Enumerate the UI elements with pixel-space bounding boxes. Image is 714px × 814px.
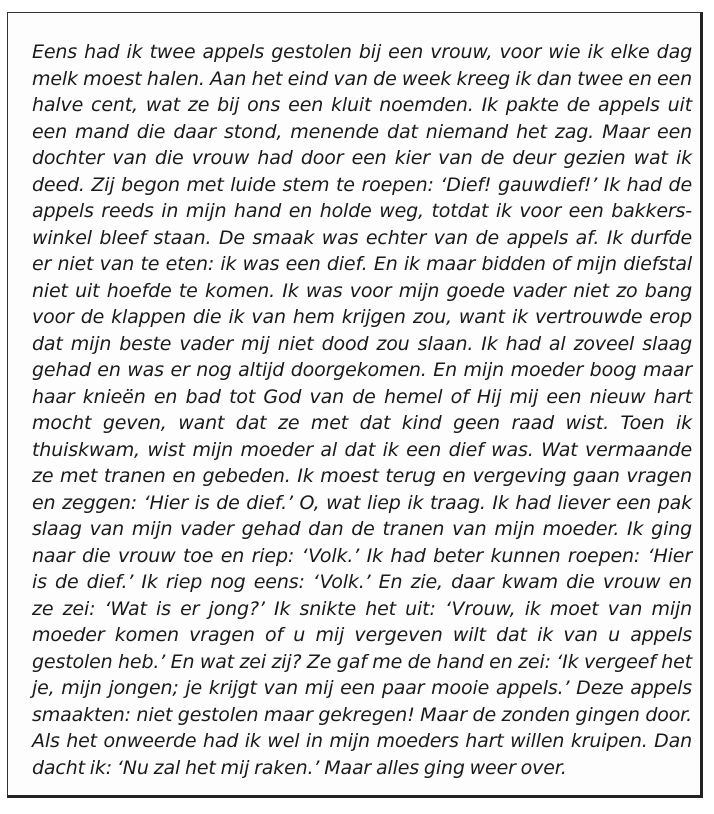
- text-line: thuiskwam, wist mijn moeder al dat ik een dief was. Wat vermaande: [32, 438, 692, 461]
- text-line: moeder komen vragen of u mij vergeven wilt dat ik van u appels: [32, 624, 692, 646]
- text-line: appels reeds in mijn hand en holde weg, totdat ik voor een bakkers-: [32, 200, 692, 222]
- text-line: er niet van te eten: ik was een dief. En ik maar bidden of mijn diefstal: [32, 253, 692, 275]
- text-line: en zeggen: ‘Hier is de dief.’ O, wat liep ik traag. Ik had liever een pak: [32, 491, 692, 514]
- text-line: mocht geven, want dat ze met dat kind geen raad wist. Toen ik: [32, 412, 692, 434]
- text-line: niet uit hoefde te komen. Ik was voor mijn goede vader niet zo bang: [32, 279, 692, 302]
- text-line: dacht ik: ‘Nu zal het mij raken.’ Maar alles ging weer over.: [32, 756, 567, 779]
- text-line: naar die vrouw toe en riep: ‘Volk.’ Ik had beter kunnen roepen: ‘Hier: [32, 544, 692, 567]
- text-line: ze zei: ‘Wat is er jong?’ Ik snikte het uit: ‘Vrouw, ik moet van mijn: [32, 597, 692, 620]
- text-line: ze met tranen en gebeden. Ik moest terug en vergeving gaan vragen: [32, 465, 692, 487]
- text-line: haar knieën en bad tot God van de hemel of Hij mij een nieuw hart: [32, 385, 692, 408]
- text-line: een mand die daar stond, menende dat niemand het zag. Maar een: [32, 120, 692, 143]
- text-line: Als het onweerde had ik wel in mijn moeders hart willen kruipen. Dan: [32, 730, 692, 752]
- text-line: winkel bleef staan. De smaak was echter van de appels af. Ik durfde: [32, 226, 692, 249]
- text-line: gestolen heb.’ En wat zei zij? Ze gaf me de hand en zei: ‘Ik vergeef het: [32, 650, 692, 673]
- text-line: halve cent, wat ze bij ons een kluit noemden. Ik pakte de appels uit: [32, 94, 692, 116]
- text-line: dochter van die vrouw had door een kier van de deur gezien wat ik: [32, 147, 692, 169]
- text-line: dat mijn beste vader mij niet dood zou slaan. Ik had al zoveel slaag: [32, 332, 692, 355]
- text-line: je, mijn jongen; je krijgt van mij een paar mooie appels.’ Deze appels: [32, 677, 692, 699]
- text-line: Eens had ik twee appels gestolen bij een vrouw, voor wie ik elke dag: [32, 41, 692, 63]
- text-line: melk moest halen. Aan het eind van de week kreeg ik dan twee en een: [32, 67, 692, 90]
- text-line: smaakten: niet gestolen maar gekregen! Maar de zonden gingen door.: [32, 703, 692, 726]
- text-line: deed. Zij begon met luide stem te roepen: ‘Dief! gauwdief!’ Ik had de: [32, 173, 692, 196]
- text-frame: [7, 12, 703, 798]
- text-line: is de dief.’ Ik riep nog eens: ‘Volk.’ En zie, daar kwam die vrouw en: [32, 571, 692, 593]
- text-line: gehad en was er nog altijd doorgekomen. En mijn moeder boog maar: [32, 359, 692, 381]
- text-line: slaag van mijn vader gehad dan de tranen van mijn moeder. Ik ging: [32, 518, 692, 540]
- story-paragraph: [32, 39, 692, 781]
- text-line: voor de klappen die ik van hem krijgen zou, want ik vertrouwde erop: [32, 306, 692, 328]
